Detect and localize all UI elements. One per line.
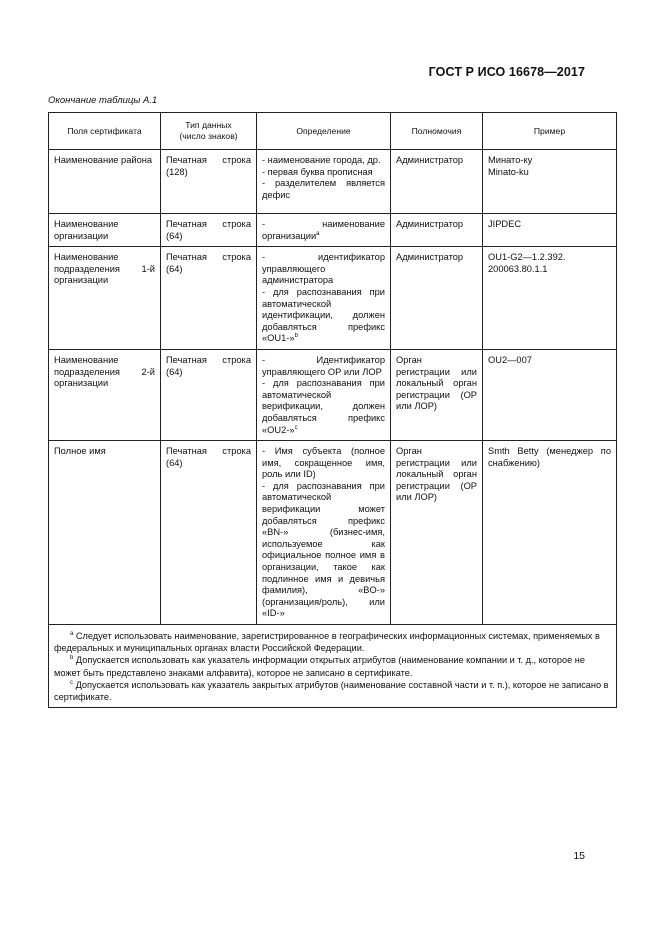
footnote-mark: a [70, 631, 74, 637]
col-header-authority: Полномочия [391, 113, 483, 150]
cell-authority: Администратор [391, 247, 483, 350]
definition-line: - наименование организации [262, 219, 385, 241]
footnote-mark: b [70, 655, 74, 662]
definition-line: - идентификатор управляющего администратора [262, 252, 385, 286]
cell-type: Печатная строка (64) [161, 441, 257, 625]
table-row [49, 349, 617, 440]
cell-authority: Орган регистрации или локальный орган регистрации (ОР или ЛОР) [391, 349, 483, 440]
definition-line: - наименование города, др. [262, 155, 381, 165]
col-header-definition: Определение [257, 113, 391, 150]
cell-example: Smth Betty (менеджер по снабжению) [483, 441, 617, 625]
cell-definition [257, 214, 391, 247]
cell-type: Печатная строка (64) [161, 247, 257, 350]
footnote-mark: c [70, 679, 73, 686]
definition-line: - Идентификатор управляющего ОР или ЛОР [262, 354, 385, 377]
definition-line: - Имя субъекта (полное имя, сокращенное имя, роль или ID) [262, 446, 385, 480]
footnote-ref-b: b [294, 333, 298, 340]
certificate-fields-table [48, 112, 617, 708]
example-line: Minato-ku [488, 166, 529, 177]
table-row [49, 150, 617, 214]
example-line: OU1-G2—1.2.392. [488, 252, 566, 263]
cell-field: Наименование организации [49, 214, 161, 247]
cell-field: Полное имя [49, 441, 161, 625]
cell-authority: Администратор [391, 150, 483, 214]
cell-definition [257, 150, 391, 214]
table-row [49, 247, 617, 350]
table-caption: Окончание таблицы А.1 [48, 95, 158, 106]
col-header-example: Пример [483, 113, 617, 150]
cell-type: Печатная строка (64) [161, 349, 257, 440]
example-line: 200063.80.1.1 [488, 263, 548, 274]
cell-example [483, 247, 617, 350]
page-number: 15 [573, 850, 585, 862]
cell-type: Печатная строка (128) [161, 150, 257, 214]
cell-authority: Администратор [391, 214, 483, 247]
definition-line: - для распознавания при автоматической идентификации, должен добавляться префикс «OU1-»$^b$ [262, 286, 385, 344]
footnote-ref-c: c [294, 424, 298, 431]
table-row [49, 214, 617, 247]
cell-example: JIPDEC [483, 214, 617, 247]
footnote-a: $^a$ Следует использовать наименование, зарегистрированное в географических информационных системах, применяемых в федеральных и муниципальных органах власти Российской Федерации. [54, 631, 600, 654]
footnotes-row [49, 625, 617, 708]
cell-definition [257, 247, 391, 350]
cell-authority: Орган регистрации или локальный орган регистрации (ОР или ЛОР) [391, 441, 483, 625]
cell-definition [257, 441, 391, 625]
cell-definition [257, 349, 391, 440]
footnote-c: $^c$ Допускается использовать как указатель закрытых атрибутов (наименование составной части и т. п.), которое не записано в сертификате. [54, 679, 609, 703]
definition-line: - первая буква прописная [262, 166, 373, 177]
example-line: Минато-ку [488, 155, 533, 165]
footnote-b: $^b$ Допускается использовать как указатель информации открытых атрибутов (наименование компании и т. д., которое не может быть представлено знаками алфавита), которое не записано в сертификате. [54, 655, 585, 678]
definition-line: - для распознавания при автоматической верификации, должен добавляться префикс «OU2-»$^c$ [262, 378, 385, 435]
table-row [49, 441, 617, 625]
definition-line: - для распознавания при автоматической верификации может добавляться префикс «BN-» (бизнес-имя, используемое как официальное полное имя в организации, такое как подлинное имя и девичья фамилия), «BO-» (организация/роль), или «ID-» [262, 480, 385, 619]
standard-number: ГОСТ Р ИСО 16678—2017 [428, 65, 585, 79]
cell-example: OU2—007 [483, 349, 617, 440]
footnotes [49, 625, 617, 708]
cell-example [483, 150, 617, 214]
cell-field: Наименование подразделения 1-й организации [49, 247, 161, 350]
cell-field: Наименование подразделения 2-й организации [49, 349, 161, 440]
table-header-row [49, 113, 617, 150]
col-header-type: Тип данных (число знаков) [161, 113, 257, 150]
footnote-ref-a: a [316, 230, 320, 237]
definition-line: - разделителем является дефис [262, 178, 385, 200]
cell-type: Печатная строка (64) [161, 214, 257, 247]
cell-field: Наименование района [49, 150, 161, 214]
col-header-field: Поля сертификата [49, 113, 161, 150]
